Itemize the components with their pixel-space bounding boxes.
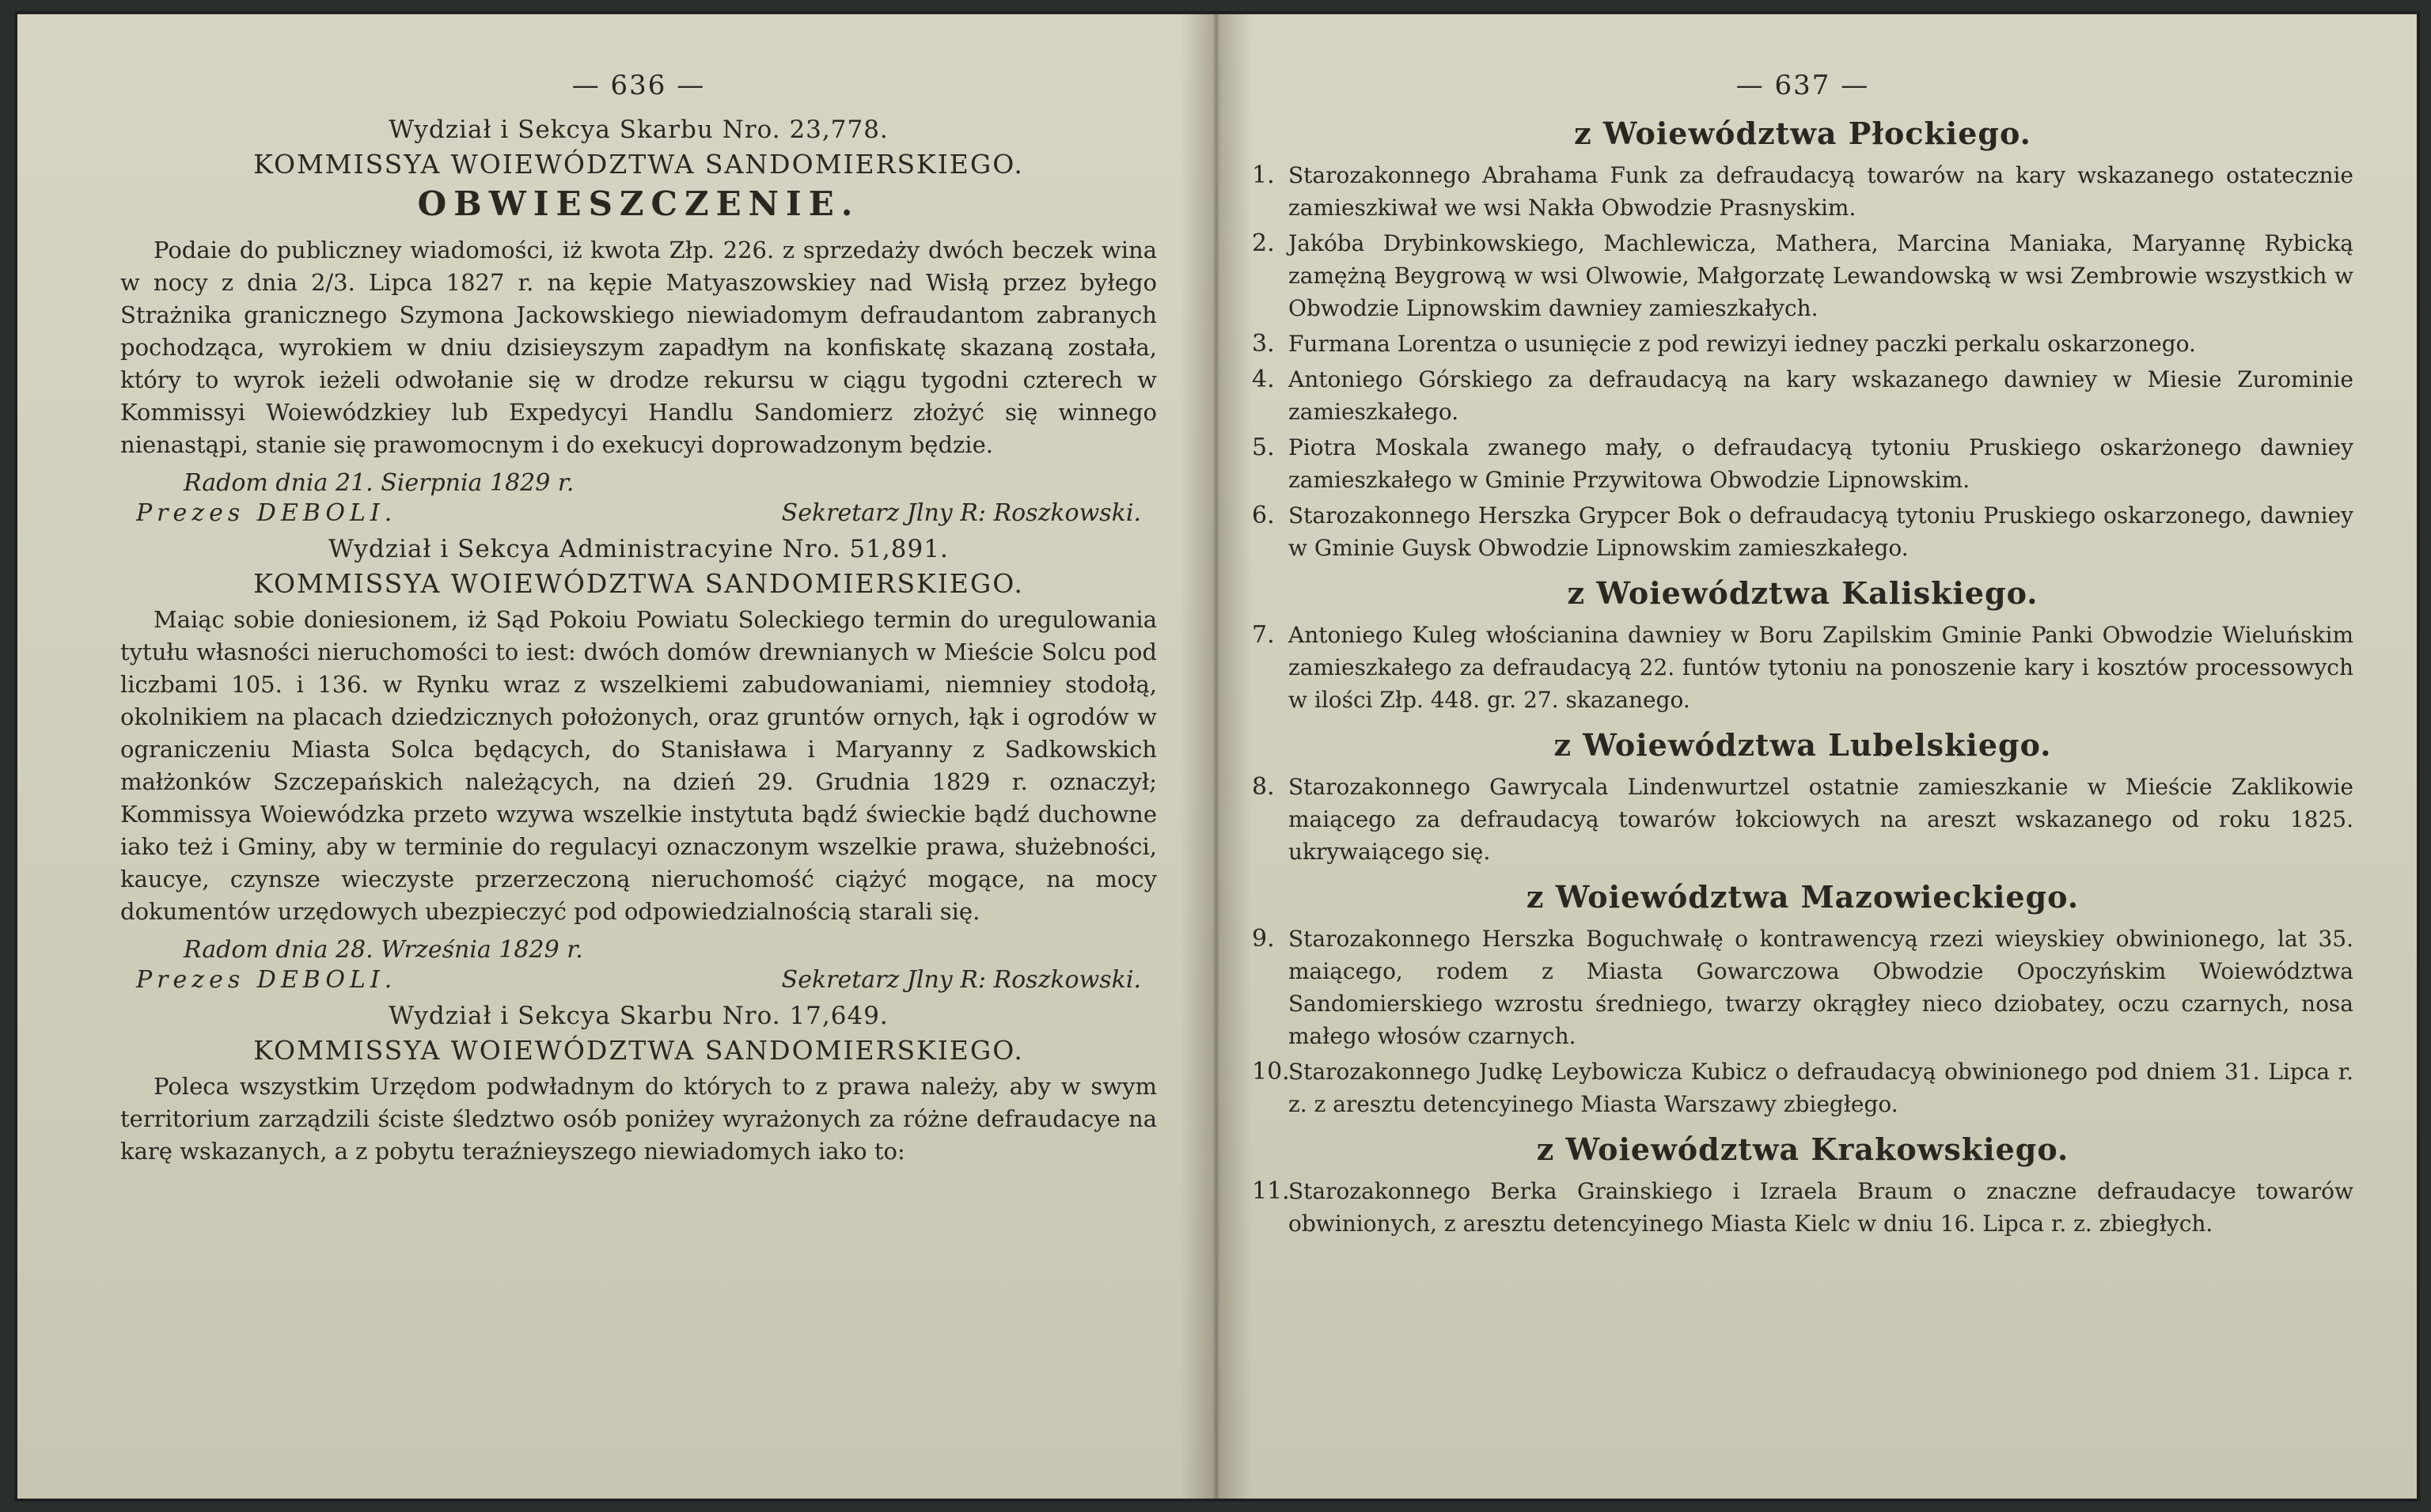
commission-heading: KOMMISSYA WOIEWÓDZTWA SANDOMIERSKIEGO.: [253, 149, 1024, 180]
item-text: Starozakonnego Gawrycala Lindenwurtzel ostatnie zamieszkanie w Mieście Zaklikowie maiącego za defraudacyą towarów łokciowych na areszt wskazanego od roku 1825. ukrywaiącego się.: [1288, 774, 2353, 865]
department-line: Wydział i Sekcya Skarbu Nro. 17,649.: [389, 1002, 889, 1030]
item-number: 1.: [1252, 161, 1275, 189]
commission-heading: KOMMISSYA WOIEWÓDZTWA SANDOMIERSKIEGO.: [253, 1035, 1024, 1066]
item-text: Furmana Lorentza o usunięcie z pod rewizyi iedney paczki perkalu oskarzonego.: [1288, 331, 2196, 357]
list-item: [1252, 619, 2353, 716]
notice-body: Poleca wszystkim Urzędom podwładnym do których to z prawa należy, aby w swym territorium zarządzili ściste śledztwo osób poniżey wyrażonych za różne defraudacye na karę wskazanych, a z pobytu teraźnieyszego niewiadomych iako to:: [120, 1073, 1157, 1165]
item-number: 2.: [1252, 229, 1275, 257]
item-text: Starozakonnego Berka Grainskiego i Izraela Braum o znaczne defraudacye towarów obwinionych, z aresztu detencyinego Miasta Kielc w dniu 16. Lipca r. z. zbiegłych.: [1288, 1178, 2353, 1237]
voivodeship-heading: z Woiewództwa Krakowskiego.: [1536, 1131, 2069, 1167]
notice-date: Radom dnia 28. Września 1829 r.: [184, 936, 583, 964]
voivodeship-heading: z Woiewództwa Mazowieckiego.: [1526, 879, 2080, 915]
document-scan: [14, 11, 2420, 1502]
list-item: [1252, 431, 2353, 496]
page-number: — 637 —: [1735, 70, 1870, 101]
notice-title: OBWIESZCZENIE.: [417, 184, 860, 223]
book-gutter: [1181, 14, 1252, 1499]
list-item: [1252, 363, 2353, 428]
item-number: 8.: [1252, 773, 1275, 801]
list-item: [1252, 499, 2353, 564]
notice-body: Podaie do publiczney wiadomości, iż kwota Złp. 226. z sprzedaży dwóch beczek wina w nocy z dnia 2/3. Lipca 1827 r. na kępie Matyaszowskiey nad Wisłą przez byłego Strażnika granicznego Szymona Jackowskiego niewiadomym defraudantom zabranych pochodząca, wyrokiem w dniu dzisieyszym zapadłym na konfiskatę skazaną została, który to wyrok ieżeli odwołanie się w drodze rekursu w ciągu tygodni czterech w Kommissyi Woiewódzkiey lub Expedycyi Handlu Sandomierz złożyć się winnego nienastąpi, stanie się prawomocnym i do exekucyi doprowadzonym będzie.: [120, 237, 1157, 458]
president-signature: Prezes DEBOLI.: [136, 966, 397, 994]
item-number: 11.: [1252, 1177, 1290, 1205]
notice-body: Maiąc sobie doniesionem, iż Sąd Pokoiu Powiatu Soleckiego termin do uregulowania tytułu własności nieruchomości to iest: dwóch domów drewnianych w Mieście Solcu pod liczbami 105. i 136. w Rynku wraz z wszelkiemi zabudowaniami, niemniey stodołą, okolnikiem na placach dziedzicznych położonych, oraz gruntów ornych, łąk i ogrodów w ograniczeniu Miasta Solca będących, do Stanisława i Maryanny z Sadkowskich małżonków Szczepańskich należących, na dzień 29. Grudnia 1829 r. oznaczył; Kommissya Woiewódzka przeto wzywa wszelkie instytuta bądź świeckie bądź duchowne iako też i Gminy, aby w terminie do regulacyi oznaczonym wszelkie prawa, służebności, kaucye, czynsze wieczyste przerzeczoną nieruchomość ciążyć mogące, na mocy dokumentów urzędowych ubezpieczyć pod odpowiedzialnością starali się.: [120, 606, 1157, 925]
notice-date: Radom dnia 21. Sierpnia 1829 r.: [184, 469, 575, 497]
item-text: Piotra Moskala zwanego mały, o defraudacyą tytoniu Pruskiego oskarżonego dawniey zamieszkałego w Gminie Przywitowa Obwodzie Lipnowskim.: [1288, 434, 2353, 493]
secretary-signature: Sekretarz Jlny R: Roszkowski.: [781, 499, 1141, 527]
list-item: [1252, 771, 2353, 868]
list-item: [1252, 227, 2353, 324]
item-text: Starozakonnego Herszka Grypcer Bok o defraudacyą tytoniu Pruskiego oskarzonego, dawniey w Gminie Guysk Obwodzie Lipnowskim zamieszkałego.: [1288, 502, 2353, 561]
list-item: [1252, 923, 2353, 1052]
item-text: Antoniego Górskiego za defraudacyą na kary wskazanego dawniey w Miesie Zurominie zamieszkałego.: [1288, 366, 2353, 425]
list-item: [1252, 159, 2353, 224]
left-page: [17, 14, 1204, 1499]
item-text: Starozakonnego Herszka Boguchwałę o kontrawencyą rzezi wieyskiey obwinionego, lat 35. maiącego, rodem z Miasta Gowarczowa Obwodzie Opoczyńskim Woiewództwa Sandomierskiego wzrostu średniego, twarzy okrągłey nieco dziobatey, oczu czarnych, nosa małego włosów czarnych.: [1288, 926, 2353, 1049]
item-number: 3.: [1252, 330, 1275, 358]
item-text: Jakóba Drybinkowskiego, Machlewicza, Mathera, Marcina Maniaka, Maryannę Rybicką zamężną Beygrową w wsi Olwowie, Małgorzatę Lewandowską w wsi Zembrowie wszystkich w Obwodzie Lipnowskim dawniey zamieszkałych.: [1288, 230, 2353, 321]
voivodeship-heading: z Woiewództwa Kaliskiego.: [1567, 575, 2038, 611]
list-item: [1252, 1055, 2353, 1120]
item-number: 6.: [1252, 502, 1275, 529]
item-text: Starozakonnego Abrahama Funk za defraudacyą towarów na kary wskazanego ostatecznie zamieszkiwał we wsi Nakła Obwodzie Prasnyskim.: [1288, 162, 2353, 221]
president-signature: Prezes DEBOLI.: [136, 499, 397, 527]
item-number: 5.: [1252, 434, 1275, 461]
list-item: [1252, 328, 2353, 360]
signature-row: [136, 499, 1141, 527]
voivodeship-heading: z Woiewództwa Lubelskiego.: [1553, 727, 2052, 763]
item-number: 9.: [1252, 925, 1275, 953]
department-line: Wydział i Sekcya Administracyine Nro. 51,891.: [328, 535, 949, 563]
item-text: Antoniego Kuleg włościanina dawniey w Boru Zapilskim Gminie Panki Obwodzie Wieluńskim zamieszkałego za defraudacyą 22. funtów tytoniu na ponoszenie kary i kosztów processowych w ilości Złp. 448. gr. 27. skazanego.: [1288, 622, 2353, 713]
item-number: 4.: [1252, 366, 1275, 393]
commission-heading: KOMMISSYA WOIEWÓDZTWA SANDOMIERSKIEGO.: [253, 568, 1024, 599]
secretary-signature: Sekretarz Jlny R: Roszkowski.: [781, 966, 1141, 994]
item-number: 10.: [1252, 1058, 1290, 1086]
page-number: — 636 —: [571, 70, 706, 101]
item-text: Starozakonnego Judkę Leybowicza Kubicz o defraudacyą obwinionego pod dniem 31. Lipca r. z. z aresztu detencyinego Miasta Warszawy zbiegłego.: [1288, 1059, 2353, 1117]
voivodeship-heading: z Woiewództwa Płockiego.: [1574, 116, 2031, 151]
list-item: [1252, 1175, 2353, 1240]
item-number: 7.: [1252, 621, 1275, 649]
department-line: Wydział i Sekcya Skarbu Nro. 23,778.: [389, 116, 889, 144]
signature-row: [136, 966, 1141, 994]
right-page: [1204, 14, 2417, 1499]
